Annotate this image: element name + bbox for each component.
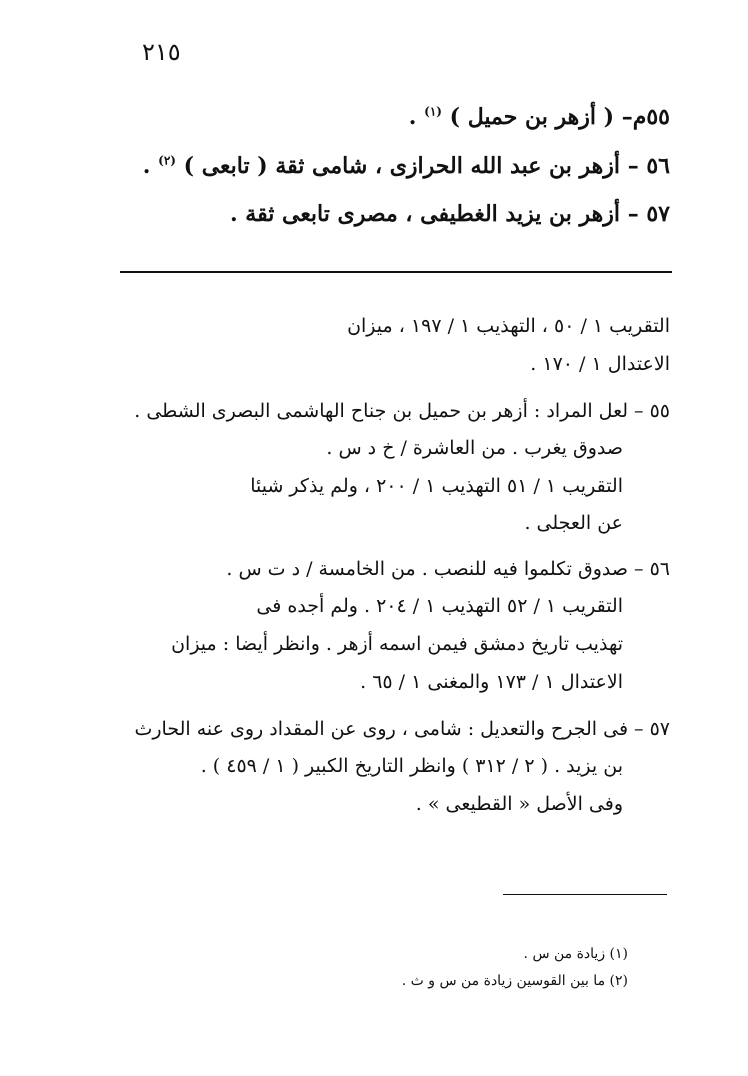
- note-56-line-3: تهذيب تاريخ دمشق فيمن اسمه أزهر . وانظر أيضا : ميزان: [171, 633, 623, 655]
- entry-dash: –: [627, 201, 639, 227]
- note-number: ٥٧ –: [634, 718, 670, 740]
- note-intro-line-1: التقريب ١ / ٥٠ ، التهذيب ١ / ١٩٧ ، ميزان: [347, 315, 670, 337]
- note-57-line-1: ٥٧ –فى الجرح والتعديل : شامى ، روى عن المقداد روى عنه الحارث: [134, 718, 670, 740]
- note-55-line-2: صدوق يغرب . من العاشرة / خ د س .: [326, 437, 623, 459]
- footnote-divider: [503, 894, 667, 895]
- entry-dash: –: [627, 153, 639, 179]
- note-56-line-4: الاعتدال ١ / ١٧٣ والمغنى ١ / ٦٥ .: [360, 671, 623, 693]
- note-55-line-4: عن العجلى .: [524, 512, 623, 534]
- note-56-line-1: ٥٦ –صدوق تكلموا فيه للنصب . من الخامسة / د ت س .: [226, 558, 670, 580]
- entry-57: [230, 201, 670, 227]
- note-number: ٥٦ –: [634, 558, 670, 580]
- page-number: ٢١٥: [142, 38, 181, 66]
- entry-55m: [409, 104, 670, 130]
- entry-56: [143, 153, 670, 179]
- note-57-line-2: بن يزيد . ( ٢ / ٣١٢ ) وانظر التاريخ الكبير ( ١ / ٤٥٩ ) .: [200, 755, 623, 777]
- note-intro-line-2: الاعتدال ١ / ١٧٠ .: [530, 353, 670, 375]
- entry-number: ٥٦: [646, 153, 670, 179]
- note-number: ٥٥ –: [634, 400, 670, 422]
- footnote-ref: (٢): [158, 153, 176, 168]
- entry-dash: –: [621, 104, 633, 130]
- entry-number: ٥٧: [646, 201, 670, 227]
- entry-number: ٥٥م: [632, 104, 670, 130]
- entry-text: ( أزهر بن حميل ): [449, 104, 615, 130]
- footnote-ref: (١): [424, 104, 442, 119]
- note-55-line-1: ٥٥ –لعل المراد : أزهر بن حميل بن جناح الهاشمى البصرى الشطى .: [134, 400, 670, 422]
- section-divider: [120, 271, 672, 273]
- footnote-2: (٢) ما بين القوسين زيادة من س و ث .: [401, 973, 628, 989]
- entry-end: .: [142, 153, 151, 179]
- entry-end: .: [408, 104, 417, 130]
- entry-text: أزهر بن يزيد الغطيفى ، مصرى تابعى ثقة .: [229, 201, 621, 227]
- note-56-line-2: التقريب ١ / ٥٢ التهذيب ١ / ٢٠٤ . ولم أجده فى: [256, 595, 623, 617]
- note-55-line-3: التقريب ١ / ٥١ التهذيب ١ / ٢٠٠ ، ولم يذكر شيئا: [250, 475, 623, 497]
- note-57-line-3: وفى الأصل « القطيعى » .: [415, 793, 623, 815]
- footnote-1: (١) زيادة من س .: [523, 946, 628, 962]
- entry-text: أزهر بن عبد الله الحرازى ، شامى ثقة ( تابعى ): [183, 153, 621, 179]
